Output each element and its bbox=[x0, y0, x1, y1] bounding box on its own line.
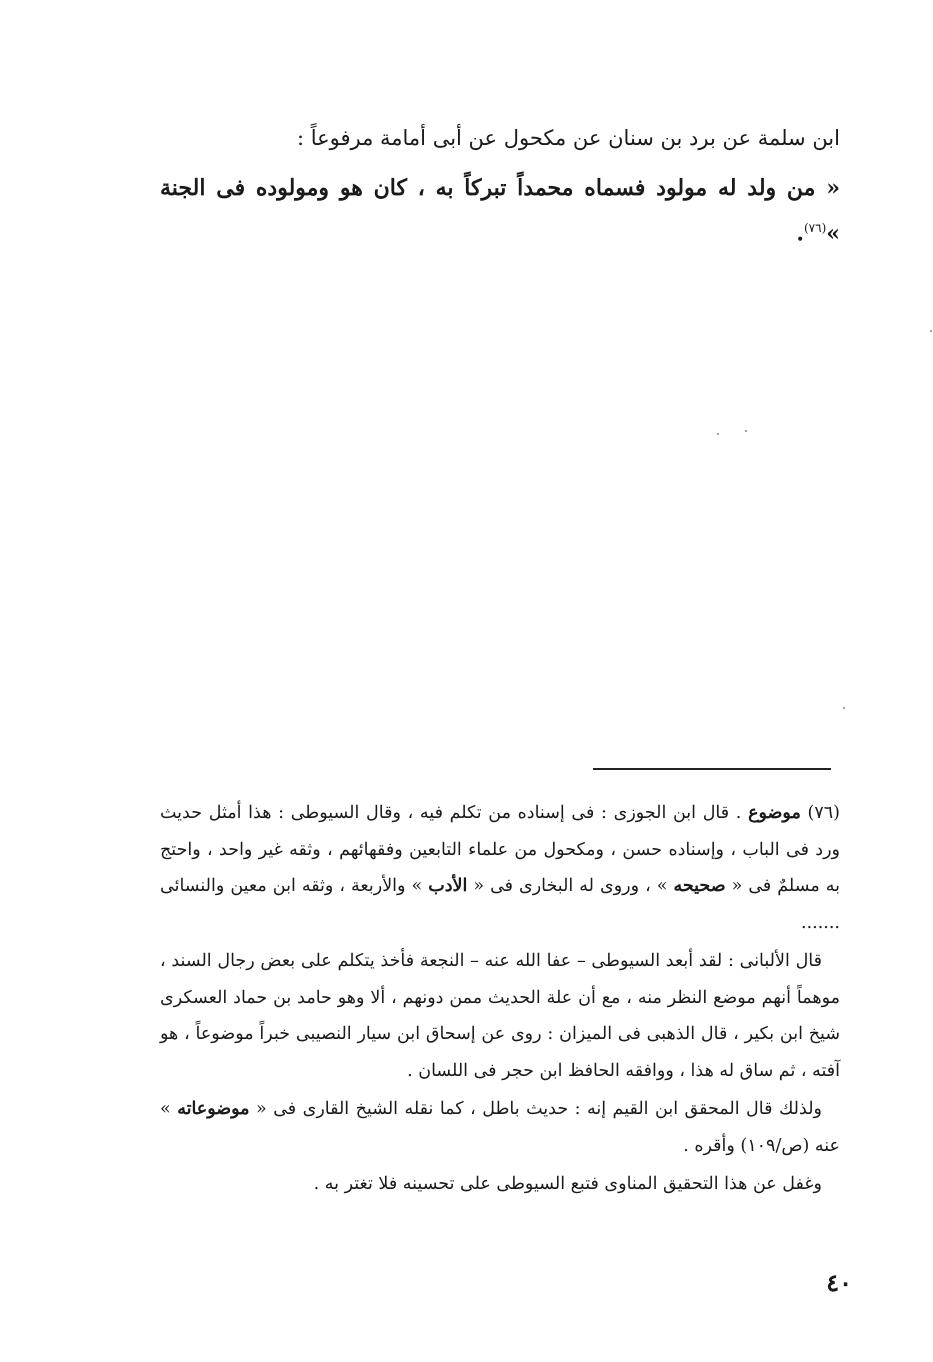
intro-line-text: ابن سلمة عن برد بن سنان عن مكحول عن أبى أمامة مرفوعاً : bbox=[296, 126, 840, 150]
main-text-intro-line bbox=[160, 118, 840, 158]
page-number: ٤٠ bbox=[826, 1268, 852, 1297]
scan-speck bbox=[843, 707, 845, 709]
albani-paragraph-text: قال الألبانى : لقد أبعد السيوطى – عفا الله عنه – النجعة فأخذ يتكلم على بعض رجال السند ، موهماً أنهم موضع النظر منه ، مع أن علة الحديث ممن دونهم ، ألا وهو حامد بن حماد العسكرى شيخ ابن بكير ، قال الذهبى فى الميزان : روى عن إسحاق ابن سيار النصيبى خبراً موضوعاً ، هو آفته ، ثم ساق له هذا ، ووافقه الحافظ ابن حجر فى اللسان . bbox=[160, 951, 840, 1081]
footnote-munawi-paragraph bbox=[160, 1166, 840, 1203]
footnote-76-sahih: صحيحه bbox=[673, 876, 726, 896]
footnote-76-text-a: . قال ابن الجوزى : فى إسناده من تكلم فيه ، وقال السيوطى : هذا أمثل حديث ورد فى الباب ، وإسناده حسن ، ومكحول من علماء التابعين وفقهائهم ، وثقه غير واحد ، واحتج به مسلمٌ فى « bbox=[160, 803, 840, 896]
hadith-end-mark: . bbox=[796, 220, 804, 247]
ibn-qayyim-text-b: » عنه (ص/١٠٩) وأقره . bbox=[160, 1099, 840, 1156]
footnote-albani-paragraph bbox=[160, 943, 840, 1089]
footnote-76-verdict: موضوع bbox=[748, 803, 801, 823]
hadith-text bbox=[160, 168, 840, 253]
munawi-paragraph-text: وغفل عن هذا التحقيق المناوى فتبع السيوطى على تحسينه فلا تغتر به . bbox=[313, 1174, 822, 1194]
footnotes-section bbox=[160, 795, 840, 1205]
hadith-body: « من ولد له مولود فسماه محمداً تبركاً به ، كان هو ومولوده فى الجنة » bbox=[160, 175, 840, 247]
scan-speck bbox=[745, 430, 747, 432]
footnote-76-label: (٧٦) bbox=[807, 803, 840, 823]
mawduat-title: موضوعاته bbox=[177, 1099, 250, 1119]
footnote-ibn-qayyim-paragraph bbox=[160, 1091, 840, 1164]
footnote-76-text-c: » والأربعة ، وثقه ابن معين والنسائى ....... bbox=[160, 876, 840, 933]
footnote-76-adab: الأدب bbox=[428, 876, 468, 896]
footnote-76 bbox=[160, 795, 840, 941]
footnote-separator-rule bbox=[593, 768, 831, 770]
scan-speck bbox=[930, 330, 932, 332]
footnote-reference[interactable]: (٧٦) bbox=[803, 221, 827, 235]
footnote-76-text-b: » ، وروى له البخارى فى « bbox=[473, 876, 668, 896]
ibn-qayyim-text-a: ولذلك قال المحقق ابن القيم إنه : حديث باطل ، كما نقله الشيخ القارى فى « bbox=[256, 1099, 822, 1119]
scan-speck bbox=[717, 433, 719, 435]
